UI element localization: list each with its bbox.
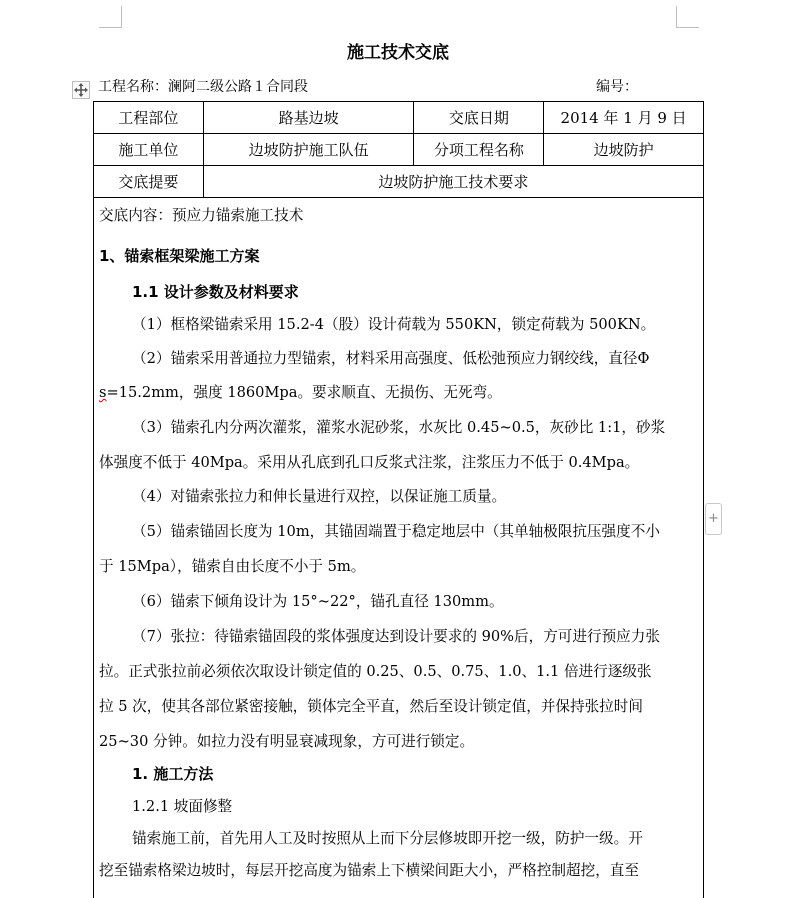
document-title: 施工技术交底 — [347, 43, 449, 63]
paragraph-1: （1）框格梁锚索采用 15.2-4（股）设计荷载为 550KN，锁定荷载为 500KN。 — [132, 316, 656, 333]
table-cell: 交底日期 — [414, 102, 544, 134]
paragraph-2-text: =15.2mm，强度 1860Mpa。要求顺直、无损伤、无死弯。 — [106, 384, 502, 401]
table-row — [94, 134, 704, 166]
crop-mark-top-left-h — [99, 27, 122, 28]
move-icon — [74, 83, 88, 97]
heading-1-1: 1.1 设计参数及材料要求 — [132, 283, 299, 301]
table-cell: 工程部位 — [94, 102, 204, 134]
crop-mark-top-left-v — [121, 6, 122, 28]
add-row-button[interactable]: + — [705, 503, 722, 535]
paragraph-7-line-2: 拉。正式张拉前必须依次取设计锁定值的 0.25、0.5、0.75、1.0、1.1 倍进行逐级张 — [99, 663, 652, 680]
table-cell: 2014 年 1 月 9 日 — [544, 102, 704, 134]
paragraph-7-line-4: 25~30 分钟。如拉力没有明显衰减现象，方可进行锁定。 — [99, 733, 475, 750]
table-cell: 分项工程名称 — [414, 134, 544, 166]
paragraph-7-line-3: 拉 5 次，使其各部位紧密接触，锁体完全平直，然后至设计锁定值，并保持张拉时间 — [99, 698, 643, 715]
heading-2-1: 1.2.1 坡面修整 — [132, 798, 233, 815]
paragraph-4: （4）对锚索张拉力和伸长量进行双控，以保证施工质量。 — [132, 488, 507, 505]
summary-label-cell: 交底提要 — [94, 166, 204, 198]
heading-2: 1. 施工方法 — [132, 765, 214, 783]
spellcheck-mark: s — [99, 384, 107, 401]
paragraph-7-line-1: （7）张拉：待锚索锚固段的浆体强度达到设计要求的 90%后，方可进行预应力张 — [132, 628, 660, 645]
paragraph-5-line-2: 于 15Mpa），锚索自由长度不小于 5m。 — [99, 558, 366, 575]
content-intro: 交底内容：预应力锚索施工技术 — [99, 207, 304, 224]
paragraph-3-line-1: （3）锚索孔内分两次灌浆，灌浆水泥砂浆，水灰比 0.45~0.5，灰砂比 1:1，砂浆 — [132, 419, 666, 436]
crop-mark-top-right-h — [676, 27, 699, 28]
paragraph-8-line-1: 锚索施工前，首先用人工及时按照从上而下分层修坡即开挖一级，防护一级。开 — [132, 830, 643, 847]
heading-1: 1、锚索框架梁施工方案 — [99, 247, 260, 265]
table-cell: 边坡防护 — [544, 134, 704, 166]
paragraph-5-line-1: （5）锚索锚固长度为 10m，其锚固端置于稳定地层中（其单轴极限抗压强度不小 — [132, 523, 660, 540]
paragraph-2-line-1: （2）锚索采用普通拉力型锚索，材料采用高强度、低松弛预应力钢绞线，直径Φ — [132, 350, 650, 367]
table-move-handle[interactable] — [72, 81, 90, 99]
content-frame — [93, 198, 704, 898]
paragraph-3-line-2: 体强度不低于 40Mpa。采用从孔底到孔口反浆式注浆，注浆压力不低于 0.4Mpa。 — [99, 454, 640, 471]
paragraph-6: （6）锚索下倾角设计为 15°~22°，锚孔直径 130mm。 — [132, 593, 504, 610]
table-row — [94, 166, 704, 198]
table-cell: 施工单位 — [94, 134, 204, 166]
project-name-label: 工程名称：澜阿二级公路１合同段 — [98, 79, 308, 95]
table-row — [94, 102, 704, 134]
info-table — [93, 101, 704, 198]
paragraph-8-line-2: 挖至锚索格梁边坡时，每层开挖高度为锚索上下横梁间距大小，严格控制超挖，直至 — [99, 862, 639, 879]
paragraph-2-line-2 — [99, 381, 502, 402]
table-cell: 边坡防护施工队伍 — [203, 134, 414, 166]
crop-mark-top-right-v — [676, 6, 677, 28]
table-cell: 路基边坡 — [203, 102, 414, 134]
document-number-label: 编号： — [596, 79, 638, 95]
summary-value-cell: 边坡防护施工技术要求 — [203, 166, 703, 198]
